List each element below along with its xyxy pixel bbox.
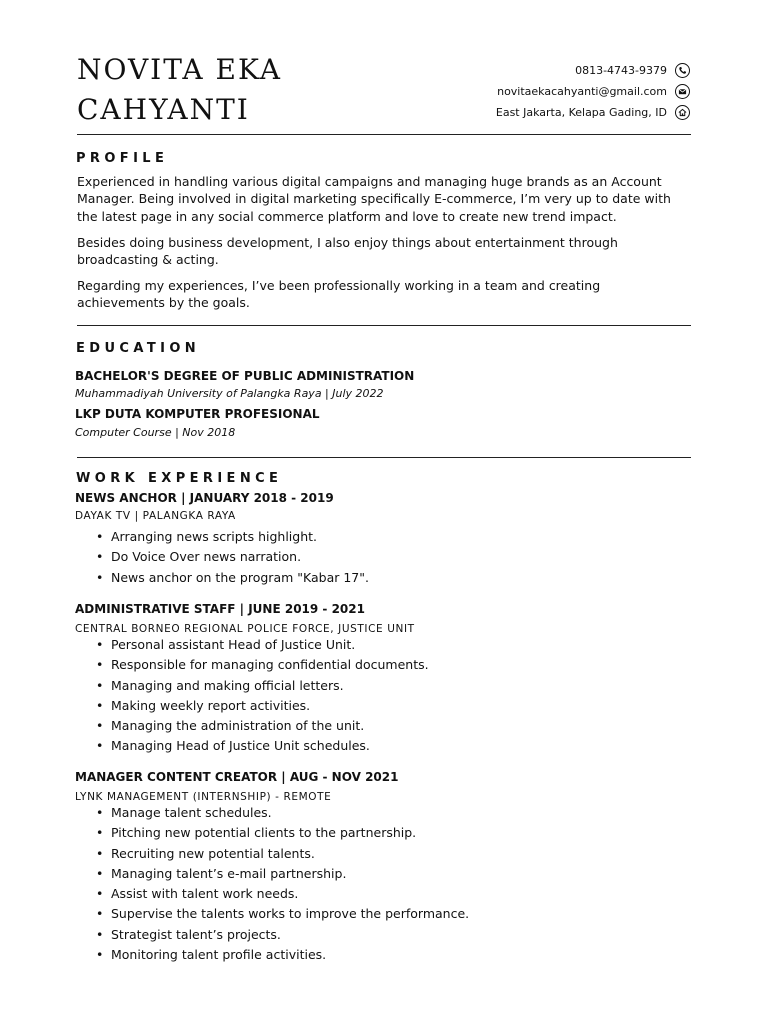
list-item: • Managing talent’s e-mail partnership.	[96, 864, 469, 884]
contact-email	[496, 81, 690, 101]
list-item: • Making weekly report activities.	[96, 696, 429, 716]
contact-address	[496, 102, 690, 122]
contact-phone	[496, 60, 690, 80]
job-organization: CENTRAL BORNEO REGIONAL POLICE FORCE, JUSTICE UNIT	[75, 623, 415, 635]
list-item: • Personal assistant Head of Justice Unit.	[96, 635, 429, 655]
name-line-1: NOVITA EKA	[77, 53, 282, 86]
home-icon	[675, 105, 690, 120]
list-item: • Responsible for managing confidential documents.	[96, 655, 429, 675]
job-bullet-list	[96, 803, 469, 965]
education-title: LKP DUTA KOMPUTER PROFESIONAL	[75, 407, 320, 421]
profile-paragraph: Besides doing business development, I also enjoy things about entertainment through broadcasting & acting.	[77, 235, 618, 268]
job-title: ADMINISTRATIVE STAFF | JUNE 2019 - 2021	[75, 602, 365, 616]
list-item: • Supervise the talents works to improve the performance.	[96, 904, 469, 924]
list-item: • Manage talent schedules.	[96, 803, 469, 823]
home-address: East Jakarta, Kelapa Gading, ID	[495, 105, 667, 119]
list-item: • Monitoring talent profile activities.	[96, 945, 469, 965]
list-item: • Do Voice Over news narration.	[96, 547, 369, 567]
email-address: novitaekacahyanti@gmail.com	[497, 84, 667, 98]
list-item: • Managing the administration of the unit.	[96, 716, 429, 736]
job-organization: LYNK MANAGEMENT (INTERNSHIP) - REMOTE	[75, 791, 332, 803]
mail-icon	[675, 84, 690, 99]
list-item: • Strategist talent’s projects.	[96, 925, 469, 945]
profile-heading: PROFILE	[76, 151, 169, 166]
list-item: • Managing and making official letters.	[96, 676, 429, 696]
education-subtitle: Computer Course | Nov 2018	[75, 426, 236, 439]
full-name	[77, 50, 282, 130]
contact-block	[496, 60, 690, 123]
work-experience-heading: WORK EXPERIENCE	[76, 471, 283, 486]
education-title: BACHELOR'S DEGREE OF PUBLIC ADMINISTRATION	[75, 369, 415, 383]
education-heading: EDUCATION	[76, 341, 201, 356]
job-title: MANAGER CONTENT CREATOR | AUG - NOV 2021	[75, 770, 399, 784]
phone-number: 0813-4743-9379	[575, 63, 667, 77]
list-item: • Recruiting new potential talents.	[96, 844, 469, 864]
name-line-2: CAHYANTI	[77, 93, 250, 126]
profile-paragraph: Experienced in handling various digital campaigns and managing huge brands as an Account Manager. Being involved in digital marketing specifically E-commerce, I’m very up to date with the latest page in any social commerce platform and love to create new trend impact.	[77, 174, 671, 224]
job-bullet-list	[96, 635, 429, 757]
list-item: • Arranging news scripts highlight.	[96, 527, 369, 547]
education-subtitle: Muhammadiyah University of Palangka Raya | July 2022	[75, 387, 384, 400]
divider	[77, 134, 691, 135]
list-item: • Managing Head of Justice Unit schedules.	[96, 736, 429, 756]
list-item: • Pitching new potential clients to the partnership.	[96, 823, 469, 843]
list-item: • Assist with talent work needs.	[96, 884, 469, 904]
divider	[77, 325, 691, 326]
divider	[77, 457, 691, 458]
job-title: NEWS ANCHOR | JANUARY 2018 - 2019	[75, 491, 334, 505]
profile-paragraph: Regarding my experiences, I’ve been professionally working in a team and creating achievements by the goals.	[77, 278, 601, 311]
list-item: • News anchor on the program "Kabar 17".	[96, 568, 369, 588]
job-bullet-list	[96, 527, 369, 588]
phone-icon	[675, 63, 690, 78]
job-organization: DAYAK TV | PALANGKA RAYA	[75, 510, 236, 522]
